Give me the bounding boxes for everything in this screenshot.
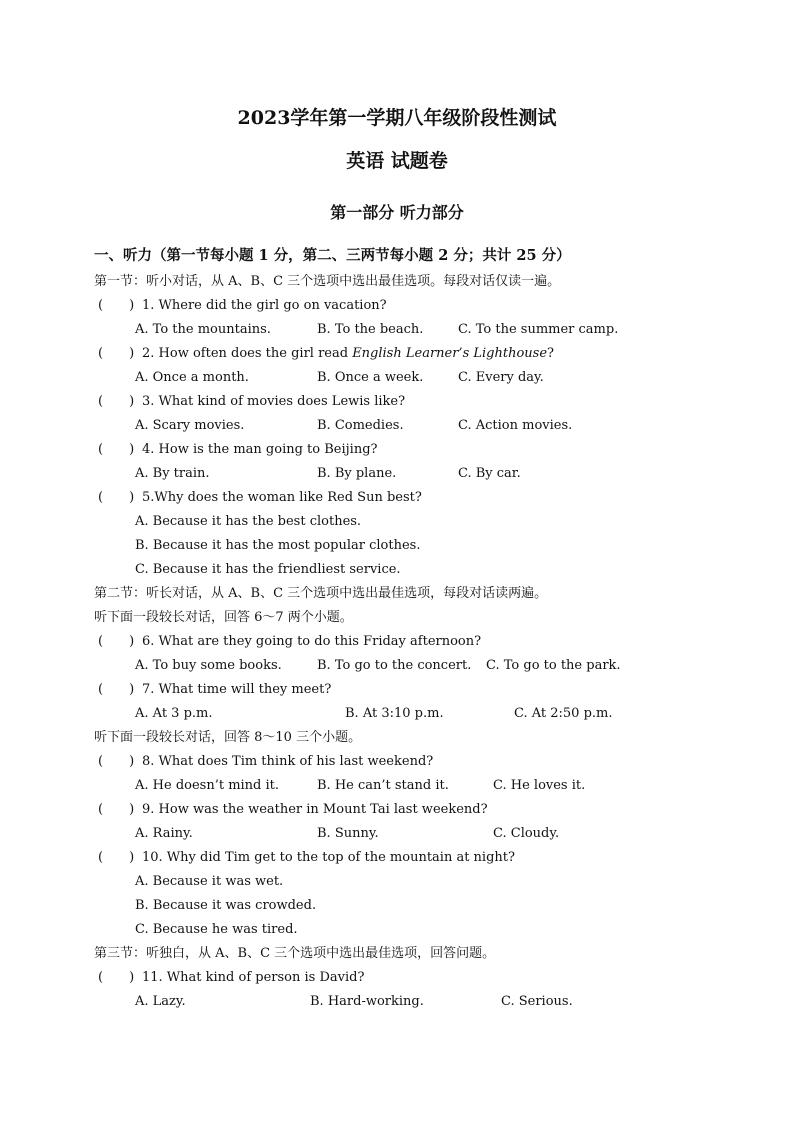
option-b: B. Because it has the most popular clothes.	[135, 538, 421, 553]
question-text: 1. Where did the girl go on vacation?	[142, 298, 387, 313]
option-b: B. Comedies.	[317, 418, 404, 433]
answer-blank[interactable]: ( )	[98, 850, 135, 865]
option-c: C. To go to the park.	[486, 658, 621, 673]
question-text: 8. What does Tim think of his last weekend?	[142, 754, 434, 769]
question-text	[142, 342, 554, 366]
dialogue-intro-6-7: 听下面一段较长对话，回答 6～7 两个小题。	[94, 610, 353, 625]
answer-blank[interactable]: ( )	[98, 682, 135, 697]
question-text: 5.Why does the woman like Red Sun best?	[142, 490, 422, 505]
exam-subject: 英语 试题卷	[346, 150, 448, 172]
exam-title: 2023学年第一学期八年级阶段性测试	[237, 107, 557, 129]
sub-instruction-1: 第一节：听小对话，从 A、B、C 三个选项中选出最佳选项。每段对话仅读一遍。	[94, 274, 561, 289]
magazine-title: English Learner’s Lighthouse	[352, 346, 548, 361]
answer-blank[interactable]: ( )	[98, 394, 135, 409]
question-text: 4. How is the man going to Beijing?	[142, 442, 378, 457]
option-a: A. Because it has the best clothes.	[135, 514, 362, 529]
answer-blank[interactable]: ( )	[98, 634, 135, 649]
sub-instruction-3: 第三节：听独白，从 A、B、C 三个选项中选出最佳选项，回答问题。	[94, 946, 496, 961]
question-text: 10. Why did Tim get to the top of the mountain at night?	[142, 850, 515, 865]
option-a: A. By train.	[135, 466, 210, 481]
answer-blank[interactable]: ( )	[98, 802, 135, 817]
option-a: A. Rainy.	[135, 826, 193, 841]
option-b: B. He can’t stand it.	[317, 778, 449, 793]
option-b: B. Hard-working.	[310, 994, 424, 1009]
option-c: C. Action movies.	[458, 418, 573, 433]
answer-blank[interactable]: ( )	[98, 346, 135, 361]
section-heading: 一、听力（第一节每小题 1 分，第二、三两节每小题 2 分；共计 25 分）	[94, 247, 571, 264]
question-text-pre: 2. How often does the girl read	[142, 346, 353, 361]
option-b: B. Because it was crowded.	[135, 898, 317, 913]
option-b: B. Once a week.	[317, 370, 424, 385]
option-c: C. At 2:50 p.m.	[514, 706, 613, 721]
option-a: A. To the mountains.	[135, 322, 271, 337]
sub-instruction-2: 第二节：听长对话，从 A、B、C 三个选项中选出最佳选项，每段对话读两遍。	[94, 586, 548, 601]
question-text: 9. How was the weather in Mount Tai last weekend?	[142, 802, 488, 817]
option-b: B. To the beach.	[317, 322, 424, 337]
answer-blank[interactable]: ( )	[98, 970, 135, 985]
option-a: A. He doesn’t mind it.	[135, 778, 280, 793]
part-title: 第一部分 听力部分	[330, 203, 464, 222]
option-a: A. Scary movies.	[135, 418, 245, 433]
option-b: B. To go to the concert.	[317, 658, 472, 673]
option-c: C. Serious.	[501, 994, 573, 1009]
option-c: C. Every day.	[458, 370, 544, 385]
option-c: C. Because he was tired.	[135, 922, 298, 937]
option-b: B. By plane.	[317, 466, 397, 481]
option-b: B. Sunny.	[317, 826, 379, 841]
question-text: 6. What are they going to do this Friday afternoon?	[142, 634, 482, 649]
option-c: C. He loves it.	[493, 778, 586, 793]
option-c: C. To the summer camp.	[458, 322, 619, 337]
option-a: A. Lazy.	[135, 994, 186, 1009]
question-text: 7. What time will they meet?	[142, 682, 332, 697]
option-b: B. At 3:10 p.m.	[345, 706, 444, 721]
question-text: 11. What kind of person is David?	[142, 970, 365, 985]
dialogue-intro-8-10: 听下面一段较长对话，回答 8～10 三个小题。	[94, 730, 362, 745]
question-text-post: ?	[547, 346, 555, 361]
answer-blank[interactable]: ( )	[98, 490, 135, 505]
option-c: C. By car.	[458, 466, 521, 481]
option-a: A. Because it was wet.	[135, 874, 284, 889]
answer-blank[interactable]: ( )	[98, 754, 135, 769]
option-c: C. Cloudy.	[493, 826, 560, 841]
question-text: 3. What kind of movies does Lewis like?	[142, 394, 406, 409]
answer-blank[interactable]: ( )	[98, 442, 135, 457]
option-a: A. To buy some books.	[135, 658, 282, 673]
option-a: A. Once a month.	[135, 370, 249, 385]
option-a: A. At 3 p.m.	[135, 706, 213, 721]
option-c: C. Because it has the friendliest service.	[135, 562, 401, 577]
answer-blank[interactable]: ( )	[98, 298, 135, 313]
